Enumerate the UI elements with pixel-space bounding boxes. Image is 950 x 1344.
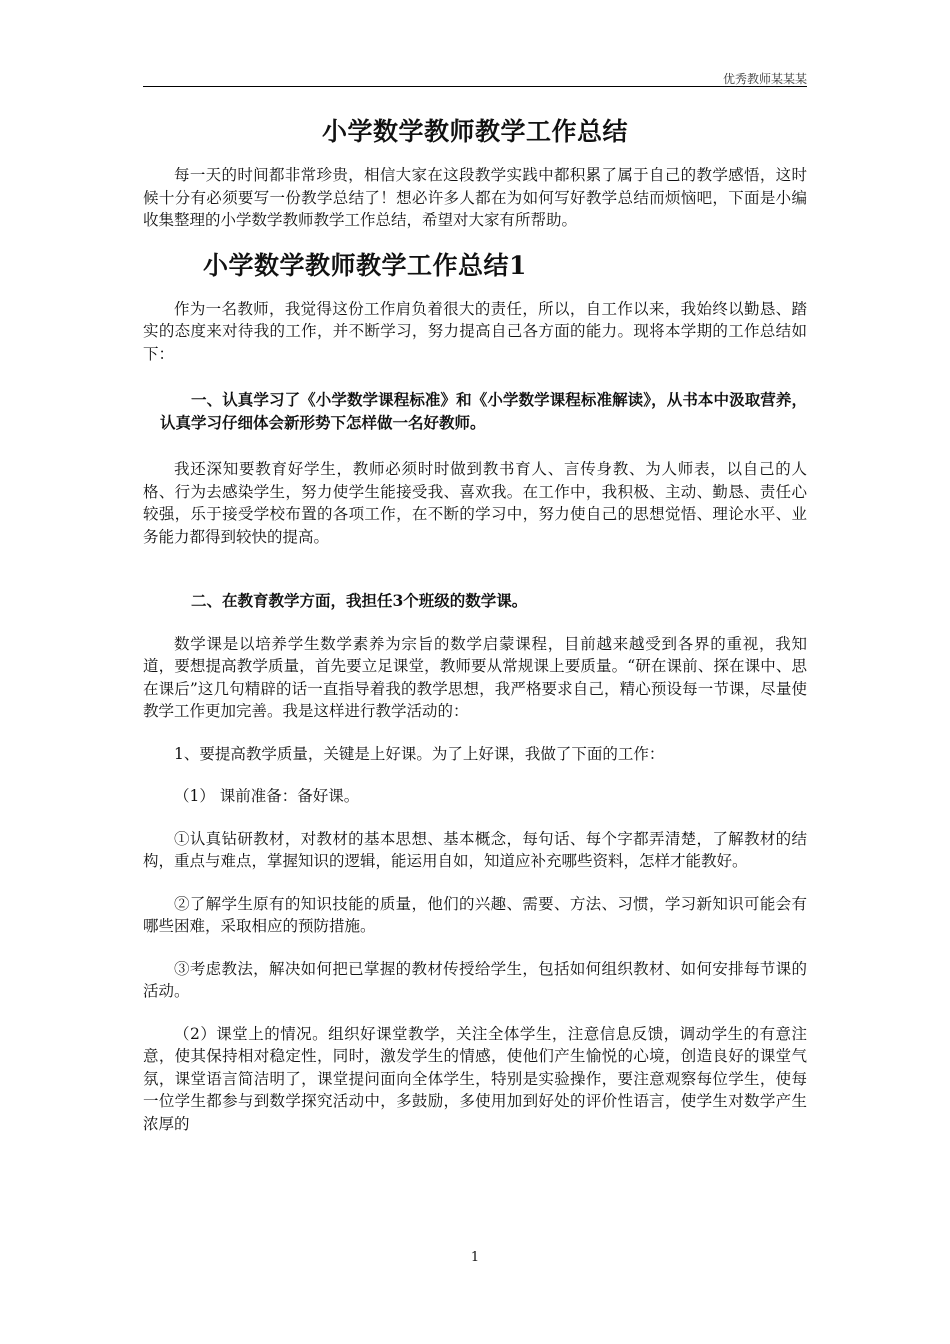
page-number: 1 bbox=[470, 1250, 480, 1265]
paragraph-1: 作为一名教师，我觉得这份工作肩负着很大的责任，所以，自工作以来，我始终以勤恳、踏实的态度来对待我的工作，并不断学习，努力提高自己各方面的能力。现将本学期的工作总结如下： bbox=[143, 299, 807, 363]
section-heading-1: 小学数学教师教学工作总结1 bbox=[203, 250, 527, 280]
paragraph-5: （1） 课前准备：备好课。 bbox=[174, 787, 360, 805]
paragraph-6: ①认真钻研教材，对教材的基本思想、基本概念，每句话、每个字都弄清楚，了解教材的结构，重点与难点，掌握知识的逻辑，能运用自如，知道应补充哪些资料，怎样才能教好。 bbox=[143, 829, 807, 870]
header-rule bbox=[143, 86, 807, 87]
paragraph-3: 数学课是以培养学生数学素养为宗旨的数学启蒙课程，目前越来越受到各界的重视，我知道，要想提高教学质量，首先要立足课堂，教师要从常规课上要质量。“研在课前、探在课中、思在课后”这几句精辟的话一直指导着我的教学思想，我严格要求自己，精心预设每一节课，尽量使教学工作更加完善。我是这样进行教学活动的： bbox=[143, 634, 807, 720]
document-title: 小学数学教师教学工作总结 bbox=[321, 117, 628, 146]
document-body bbox=[143, 112, 807, 1135]
subheading-two: 二、在教育教学方面，我担任3个班级的数学课。 bbox=[191, 591, 528, 610]
paragraph-7: ②了解学生原有的知识技能的质量，他们的兴趣、需要、方法、习惯，学习新知识可能会有哪些困难，采取相应的预防措施。 bbox=[143, 894, 807, 935]
paragraph-9: （2）课堂上的情况。组织好课堂教学，关注全体学生，注意信息反馈，调动学生的有意注意，使其保持相对稳定性，同时，激发学生的情感，使他们产生愉悦的心境，创造良好的课堂气氛，课堂语言简洁明了，课堂提问面向全体学生，特别是实验操作，要注意观察每位学生，使每一位学生都参与到数学探究活动中，多鼓励，多使用加到好处的评价性语言，使学生对数学产生浓厚的 bbox=[143, 1024, 807, 1133]
page-header-text: 优秀教师某某某 bbox=[722, 72, 807, 86]
paragraph-8: ③考虑教法，解决如何把已掌握的教材传授给学生，包括如何组织教材、如何安排每节课的活动。 bbox=[143, 959, 807, 1000]
subheading-one: 一、认真学习了《小学数学课程标准》和《小学数学课程标准解读》，从书本中汲取营养，认真学习仔细体会新形势下怎样做一名好教师。 bbox=[160, 390, 807, 432]
intro-paragraph: 每一天的时间都非常珍贵，相信大家在这段教学实践中都积累了属于自己的教学感悟，这时候十分有必须要写一份教学总结了！想必许多人都在为如何写好教学总结而烦恼吧，下面是小编收集整理的小学数学教师教学工作总结，希望对大家有所帮助。 bbox=[143, 166, 807, 229]
paragraph-4: 1、要提高教学质量，关键是上好课。为了上好课，我做了下面的工作： bbox=[174, 744, 665, 763]
paragraph-2: 我还深知要教育好学生，教师必须时时做到教书育人、言传身教、为人师表，以自己的人格、行为去感染学生，努力使学生能接受我、喜欢我。在工作中，我积极、主动、勤恳、责任心较强，乐于接受学校布置的各项工作，在不断的学习中，努力使自己的思想觉悟、理论水平、业务能力都得到较快的提高。 bbox=[143, 460, 807, 546]
